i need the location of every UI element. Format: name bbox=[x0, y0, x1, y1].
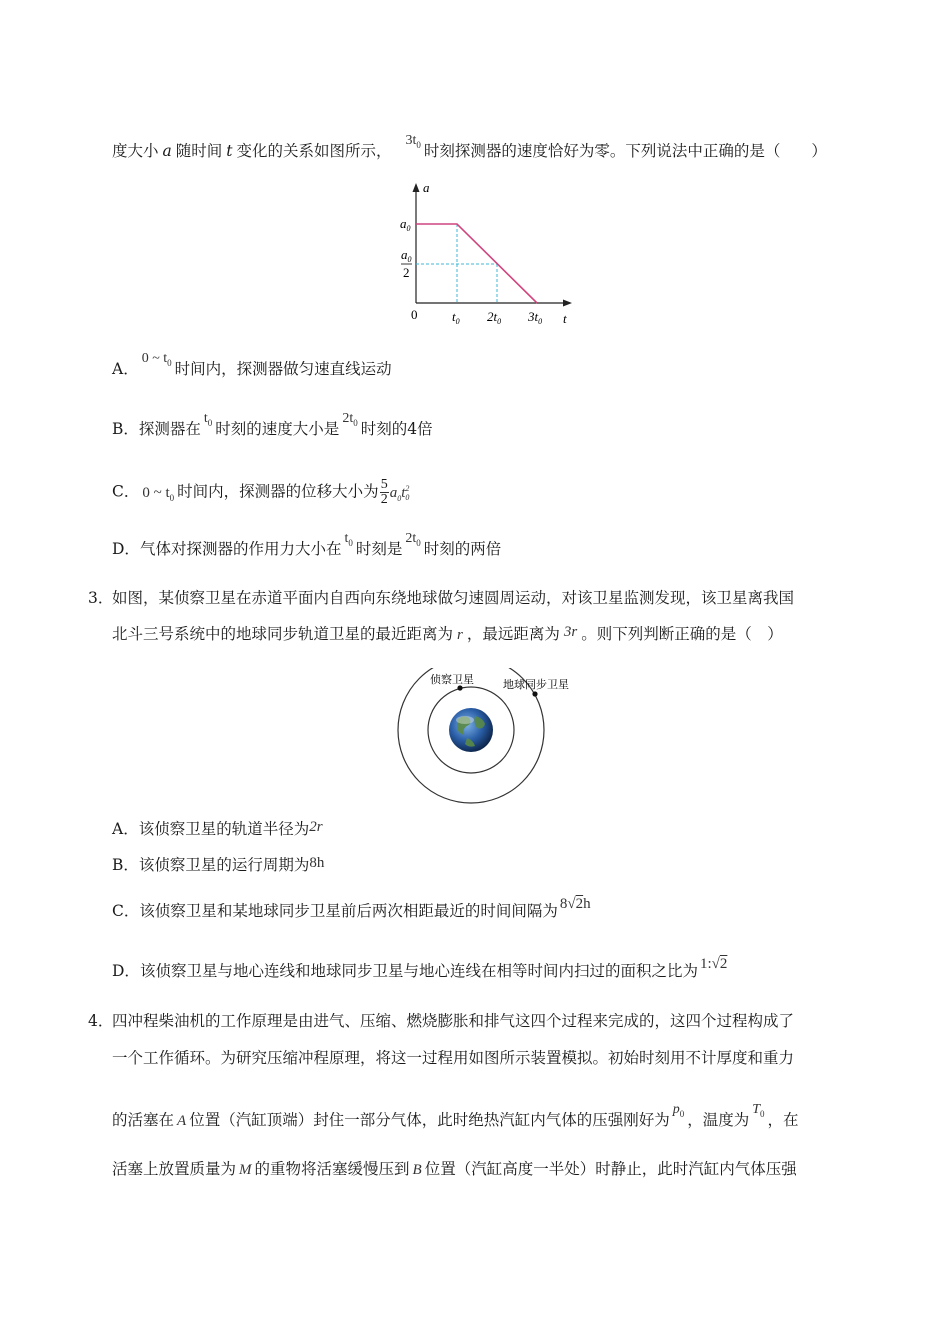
q2-var-t: t bbox=[226, 142, 233, 160]
graph-tick-2t0: $2t_0$ bbox=[487, 309, 502, 326]
option-math: 2r bbox=[309, 819, 323, 835]
option-text: 时刻是 bbox=[355, 540, 403, 558]
q4-stem-line-3: 的活塞在 A 位置（汽缸顶端）封住一部分气体，此时绝热汽缸内气体的压强刚好为$p_0$ ，温度为$T_0$ ，在 bbox=[112, 1102, 799, 1129]
q3-option-c[interactable] bbox=[112, 896, 591, 922]
option-letter: D． bbox=[112, 962, 140, 980]
option-d-math-1: $t_0$ bbox=[344, 531, 353, 548]
q2-intro-text-1: 度大小 bbox=[112, 142, 159, 160]
geo-satellite bbox=[532, 691, 537, 696]
option-c-fraction: $\frac{5}{2}$ bbox=[380, 477, 388, 507]
q4-stem-line-1: 四冲程柴油机的工作原理是由进气、压缩、燃烧膨胀和排气这四个过程来完成的，这四个过程构成了 bbox=[112, 1012, 795, 1030]
q2-option-c[interactable] bbox=[112, 478, 409, 509]
option-text: 该侦察卫星与地心连线和地球同步卫星与地心连线在相等时间内扫过的面积之比为 bbox=[139, 962, 698, 980]
label-spy: 侦察卫星 bbox=[430, 673, 474, 686]
spy-satellite bbox=[457, 685, 462, 690]
graph-y-arrow bbox=[413, 183, 420, 192]
q2-intro-3t0: $3t_0$ bbox=[405, 133, 421, 150]
graph-tick-a0: $a_0$ bbox=[400, 216, 411, 233]
option-letter: A． bbox=[112, 360, 139, 378]
q2-acceleration-graph bbox=[395, 178, 585, 333]
q4-number: 4． bbox=[88, 1012, 114, 1030]
q3-var-r: r bbox=[457, 627, 463, 643]
q3-var-3r: 3r bbox=[563, 624, 578, 640]
option-text: 时间内，探测器的位移大小为 bbox=[177, 482, 379, 501]
option-c-expr: $a_0t$ 2 0 bbox=[389, 484, 410, 503]
q2-option-a[interactable] bbox=[112, 351, 392, 385]
option-letter: D． bbox=[112, 540, 140, 558]
option-letter: A． bbox=[112, 820, 139, 838]
q2-intro-text-2: 随时间 bbox=[175, 142, 223, 160]
option-math-root: 8√2h bbox=[559, 896, 591, 912]
option-text: 该侦察卫星的运行周期为 bbox=[138, 856, 310, 874]
q4-var-T0: $T_0$ bbox=[752, 1102, 765, 1119]
q2-var-a: a bbox=[162, 142, 172, 160]
option-c-math: 0 ~ $t_0$ bbox=[142, 484, 175, 503]
option-letter: C． bbox=[112, 482, 140, 501]
graph-x-arrow bbox=[563, 300, 572, 307]
option-math-root: 1:√2 bbox=[699, 956, 728, 972]
option-a-math: 0 ~ $t_0$ bbox=[141, 351, 172, 368]
option-b-math-2: $2t_0$ bbox=[342, 411, 358, 428]
q3-option-b[interactable] bbox=[112, 855, 324, 876]
option-text: 时刻的速度大小是 bbox=[215, 420, 340, 438]
q2-option-d[interactable] bbox=[112, 531, 502, 565]
q4-var-M: M bbox=[239, 1162, 252, 1178]
graph-x-label: t bbox=[563, 311, 567, 326]
graph-tick-3t0: $3t_0$ bbox=[528, 309, 543, 326]
q3-stem-line-2: 北斗三号系统中的地球同步轨道卫星的最近距离为 r ，最远距离为 3r 。则下列判断正确的是（ ） bbox=[112, 624, 783, 643]
q3-orbit-figure bbox=[395, 668, 585, 808]
q3-number: 3． bbox=[88, 589, 114, 607]
graph-tick-half-num: $a_0$ bbox=[401, 247, 412, 264]
q4-var-p0: $p_0$ bbox=[672, 1102, 685, 1119]
option-text: 时间内，探测器做匀速直线运动 bbox=[174, 360, 392, 378]
option-d-math-2: $2t_0$ bbox=[405, 531, 421, 548]
q4-var-B: B bbox=[412, 1162, 422, 1178]
q2-intro-line bbox=[112, 133, 827, 167]
q2-option-b[interactable] bbox=[112, 411, 433, 445]
q2-intro-text-3: 变化的关系如图所示， bbox=[236, 142, 392, 160]
q4-stem-line-4: 活塞上放置质量为 M 的重物将活塞缓慢压到 B 位置（汽缸高度一半处）时静止，此时汽缸内气体压强 bbox=[112, 1160, 797, 1178]
label-geo: 地球同步卫星 bbox=[503, 678, 569, 691]
graph-tick-t0: $t_0$ bbox=[452, 309, 460, 326]
q3-option-d[interactable] bbox=[112, 956, 728, 982]
q4-stem-line-2: 一个工作循环。为研究压缩冲程原理，将这一过程用如图所示装置模拟。初始时刻用不计厚度和重力 bbox=[112, 1049, 795, 1067]
q3-option-a[interactable] bbox=[112, 819, 323, 840]
option-letter: B． bbox=[112, 420, 139, 438]
option-letter: C． bbox=[112, 902, 140, 920]
option-b-math-1: $t_0$ bbox=[203, 411, 213, 428]
option-text: 时刻的4倍 bbox=[360, 420, 433, 438]
option-math: 8h bbox=[309, 855, 325, 871]
option-letter: B． bbox=[112, 856, 139, 874]
option-text: 时刻的两倍 bbox=[423, 540, 502, 558]
graph-origin: 0 bbox=[411, 307, 418, 322]
q4-var-A: A bbox=[177, 1113, 187, 1129]
option-text: 探测器在 bbox=[138, 420, 201, 438]
option-text: 该侦察卫星和某地球同步卫星前后两次相距最近的时间间隔为 bbox=[139, 902, 558, 920]
option-text: 该侦察卫星的轨道半径为 bbox=[138, 820, 310, 838]
q2-intro-text-4: 时刻探测器的速度恰好为零。下列说法中正确的是（ ） bbox=[423, 142, 827, 160]
option-text: 气体对探测器的作用力大小在 bbox=[139, 540, 342, 558]
graph-y-label: a bbox=[423, 180, 430, 195]
graph-tick-half-den: 2 bbox=[403, 265, 410, 280]
q3-stem-line-1: 如图，某侦察卫星在赤道平面内自西向东绕地球做匀速圆周运动，对该卫星监测发现，该卫星离我国 bbox=[112, 589, 795, 607]
